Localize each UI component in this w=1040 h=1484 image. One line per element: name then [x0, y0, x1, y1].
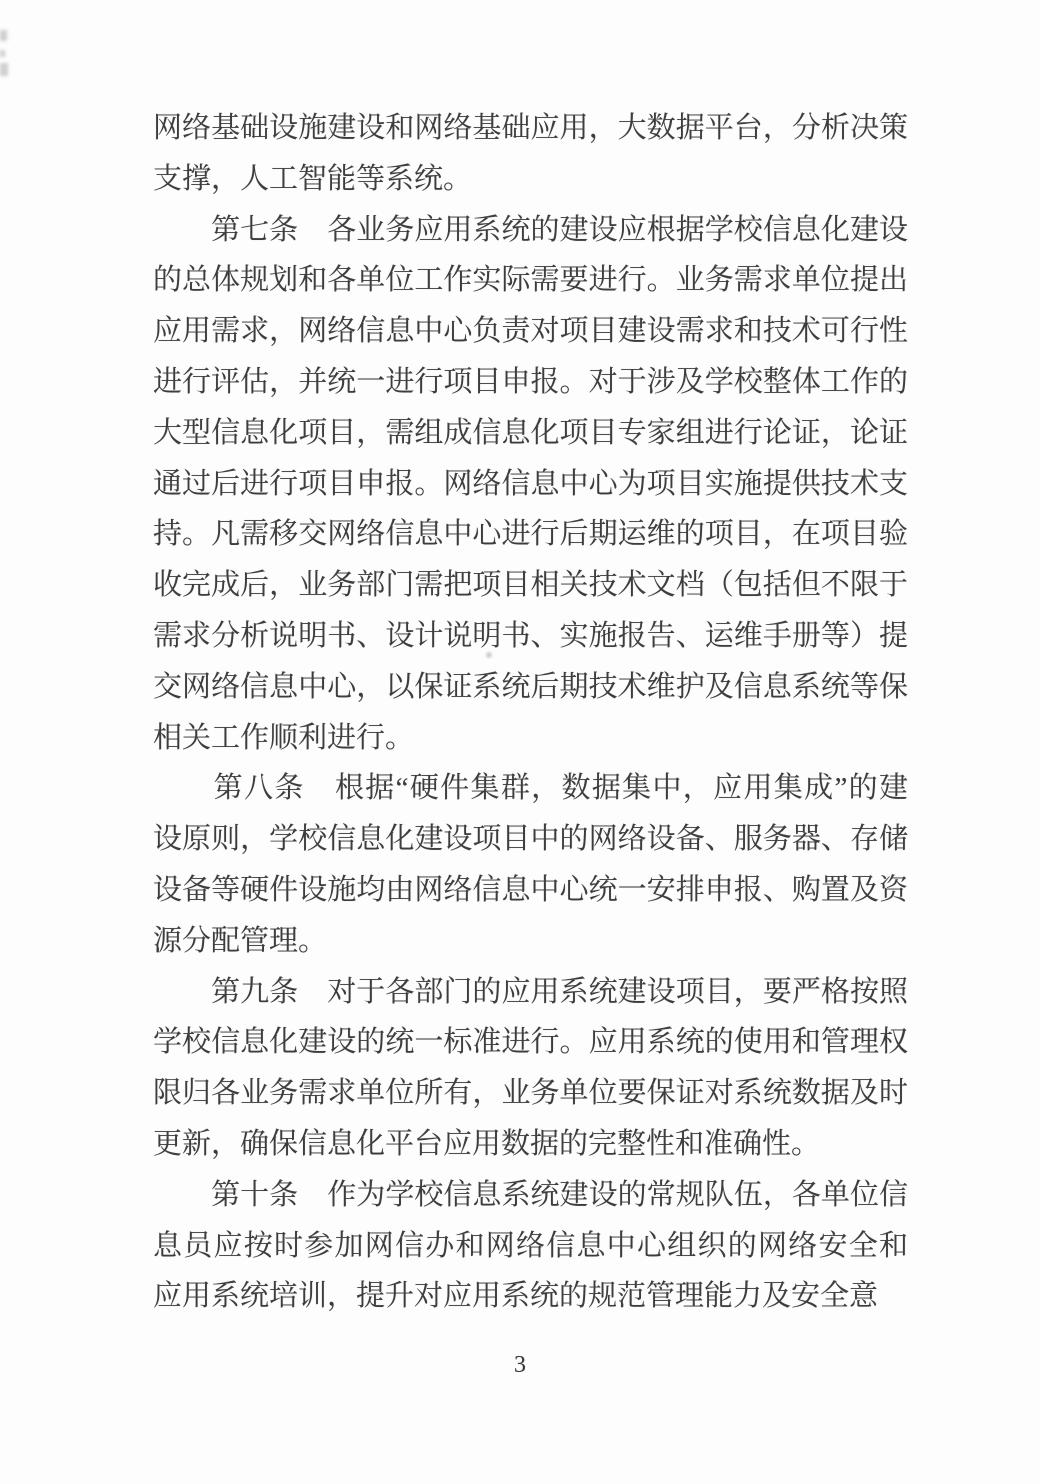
paragraph — [153, 205, 908, 764]
text-line: 需求分析说明书、设计说明书、实施报告、运维手册等）提 — [153, 619, 908, 652]
text-line: 设原则，学校信息化建设项目中的网络设备、服务器、存储 — [153, 823, 908, 856]
scan-smudge — [0, 30, 7, 41]
text-line: 相关工作顺利进行。 — [153, 721, 415, 754]
text-line: 持。凡需移交网络信息中心进行后期运维的项目，在项目验 — [153, 518, 908, 551]
text-line: 交网络信息中心，以保证系统后期技术维护及信息系统等保 — [153, 670, 908, 703]
document-body — [153, 103, 908, 1322]
text-line: 应用需求，网络信息中心负责对项目建设需求和技术可行性 — [153, 315, 908, 348]
text-line: 第七条 各业务应用系统的建设应根据学校信息化建设 — [153, 213, 908, 246]
text-line: 第九条 对于各部门的应用系统建设项目，要严格按照 — [153, 975, 908, 1008]
text-line: 更新，确保信息化平台应用数据的完整性和准确性。 — [153, 1127, 821, 1160]
paragraph — [153, 1170, 908, 1322]
page-number: 3 — [514, 1352, 526, 1378]
scan-smudge — [0, 50, 5, 57]
text-line: 设备等硬件设施均由网络信息中心统一安排申报、购置及资 — [153, 873, 908, 906]
paragraph — [153, 103, 908, 205]
text-line: 息员应按时参加网信办和网络信息中心组织的网络安全和 — [153, 1229, 908, 1262]
text-line: 通过后进行项目申报。网络信息中心为项目实施提供技术支 — [153, 467, 908, 500]
text-line: 支撑，人工智能等系统。 — [153, 162, 473, 195]
text-line: 第十条 作为学校信息系统建设的常规队伍，各单位信 — [153, 1178, 908, 1211]
text-line: 收完成后，业务部门需把项目相关技术文档（包括但不限于 — [153, 569, 908, 602]
paragraph — [153, 967, 908, 1170]
text-line: 第八条 根据“硬件集群，数据集中，应用集成”的建 — [153, 772, 908, 805]
text-line: 限归各业务需求单位所有，业务单位要保证对系统数据及时 — [153, 1077, 908, 1110]
text-line: 应用系统培训，提升对应用系统的规范管理能力及安全意 — [153, 1280, 879, 1313]
text-line: 学校信息化建设的统一标准进行。应用系统的使用和管理权 — [153, 1026, 908, 1059]
text-line: 源分配管理。 — [153, 924, 328, 957]
text-line: 网络基础设施建设和网络基础应用，大数据平台，分析决策 — [153, 112, 908, 144]
text-line: 大型信息化项目，需组成信息化项目专家组进行论证，论证 — [153, 416, 908, 449]
paragraph — [153, 763, 908, 966]
text-line: 进行评估，并统一进行项目申报。对于涉及学校整体工作的 — [153, 365, 908, 398]
text-line: 的总体规划和各单位工作实际需要进行。业务需求单位提出 — [153, 264, 908, 297]
scan-smudge — [0, 63, 8, 76]
